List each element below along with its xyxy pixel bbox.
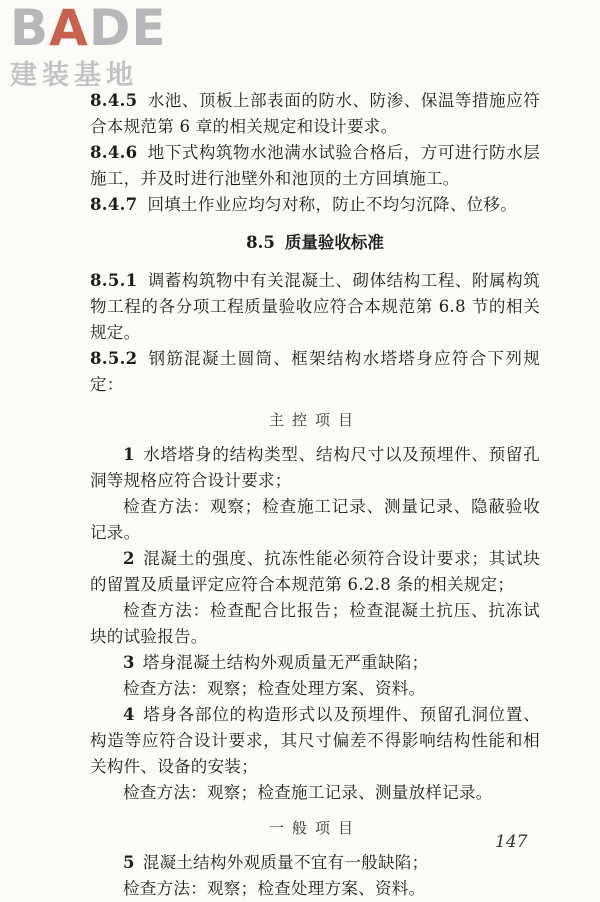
- clause-8-4-5: 8.4.5 水池、顶板上部表面的防水、防渗、保温等措施应符合本规范第 6 章的相关规定和设计要求。: [90, 91, 540, 136]
- page-number: 147: [495, 832, 528, 852]
- main-item-2: 2 混凝土的强度、抗冻性能必须符合设计要求；其试块的留置及质量评定应符合本规范第 6.2.8 条的相关规定；: [90, 549, 540, 594]
- clause-8-5-1: 8.5.1 调蓄构筑物中有关混凝土、砌体结构工程、附属构筑物工程的各分项工程质量验收应符合本规范第 6.8 节的相关规定。: [90, 271, 540, 342]
- bade-logo: [10, 2, 180, 102]
- check-method-5: 检查方法：观察；检查处理方案、资料。: [123, 879, 426, 898]
- clause-8-5-2: 8.5.2 钢筋混凝土圆筒、框架结构水塔塔身应符合下列规定：: [90, 349, 540, 394]
- logo-wordmark: BADE: [10, 0, 167, 57]
- main-item-3: 3 塔身混凝土结构外观质量无严重缺陷；: [123, 653, 429, 672]
- page-body: [90, 88, 540, 902]
- section-heading: 8.5 质量验收标准: [246, 233, 384, 252]
- general-item-5: 5 混凝土结构外观质量不宜有一般缺陷；: [123, 853, 429, 872]
- check-method-4: 检查方法：观察；检查施工记录、测量放样记录。: [123, 783, 493, 802]
- main-item-1: 1 水塔塔身的结构类型、结构尺寸以及预埋件、预留孔洞等规格应符合设计要求；: [90, 445, 540, 490]
- check-method-3: 检查方法：观察；检查处理方案、资料。: [123, 679, 426, 698]
- check-method-1: 检查方法：观察；检查施工记录、测量记录、隐蔽验收记录。: [90, 497, 540, 542]
- check-method-2: 检查方法：检查配合比报告；检查混凝土抗压、抗冻试块的试验报告。: [90, 601, 540, 646]
- clause-8-4-7: 8.4.7 回填土作业应均匀对称，防止不均匀沉降、位移。: [90, 195, 518, 214]
- main-items-heading: 主控项目: [268, 411, 361, 429]
- clause-8-4-6: 8.4.6 地下式构筑物水池满水试验合格后，方可进行防水层施工，并及时进行池壁外和池顶的土方回填施工。: [90, 143, 540, 188]
- main-item-4: 4 塔身各部位的构造形式以及预埋件、预留孔洞位置、构造等应符合设计要求，其尺寸偏差不得影响结构性能和相关构件、设备的安装；: [90, 705, 540, 776]
- general-items-heading: 一般项目: [268, 819, 361, 837]
- logo-subtitle: 建装基地: [10, 60, 138, 91]
